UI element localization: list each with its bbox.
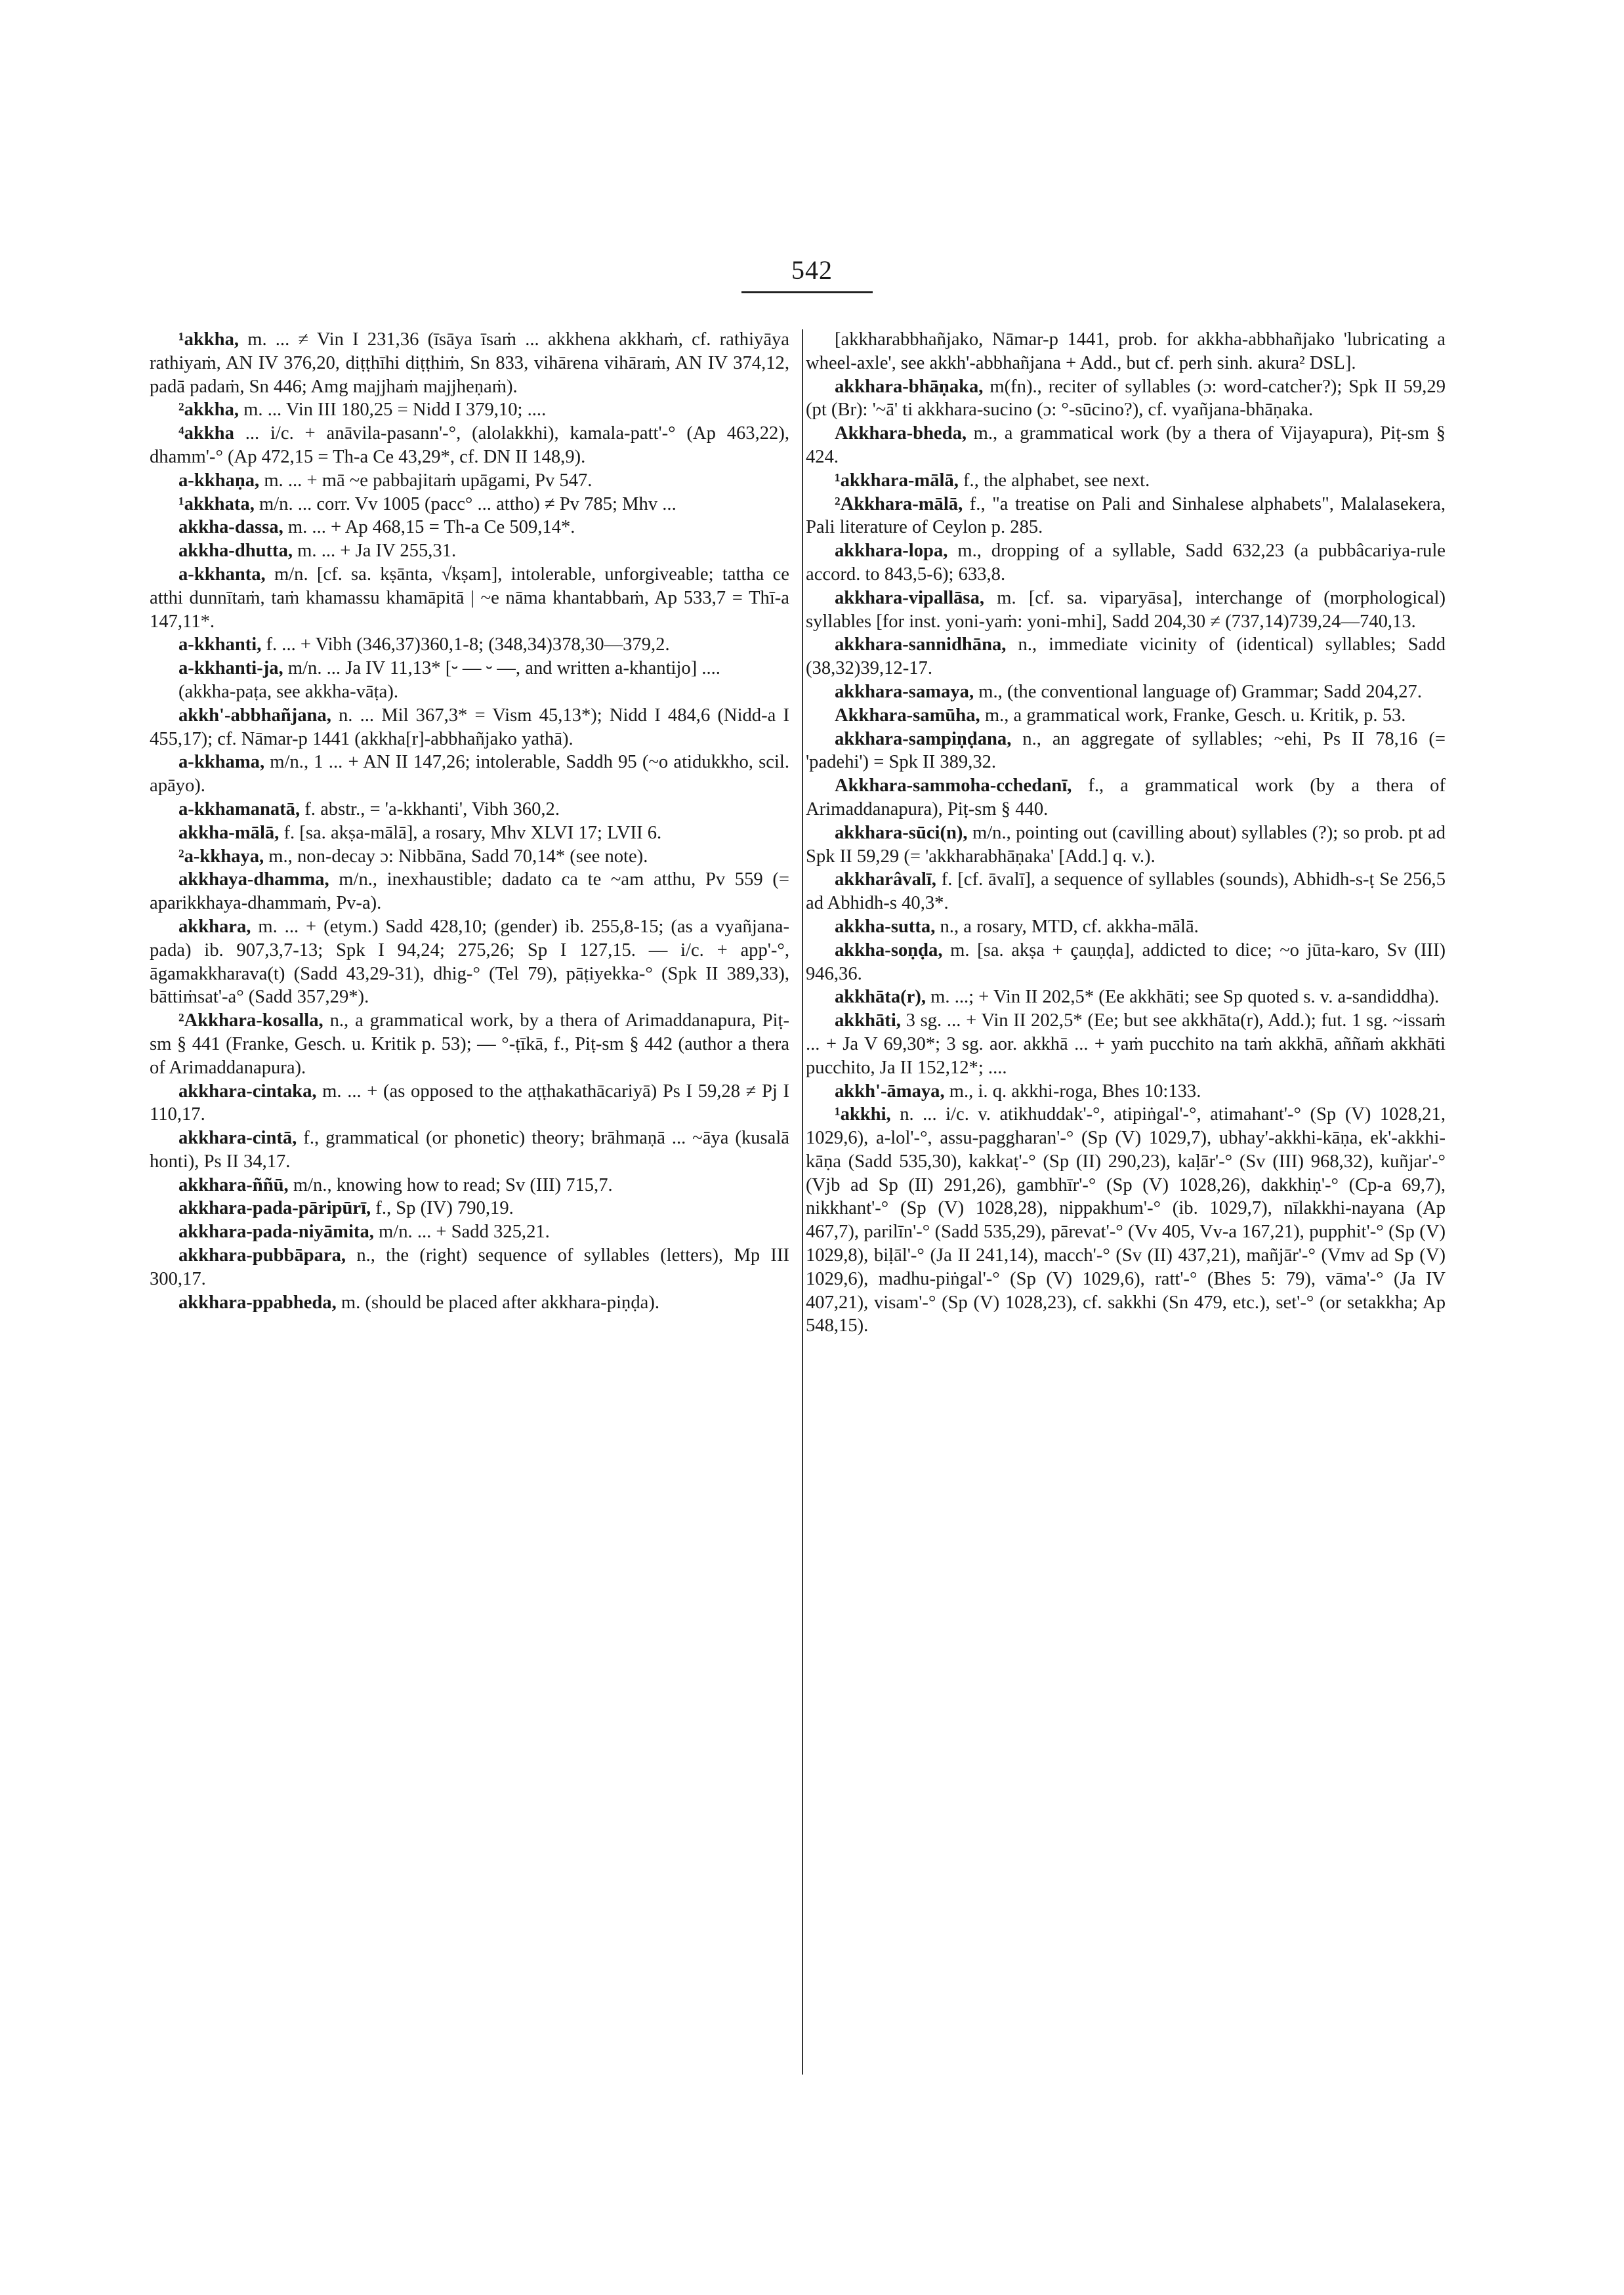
- entry-text: m. [cf. sa. viparyāsa], interchange of (morphological) syllables [for inst. yoni-yaṁ: yoni-mhi], Sadd 204,30 ≠ (737,14)739,24—740,13.: [806, 587, 1446, 632]
- entry-headword: a-kkhama,: [178, 752, 265, 773]
- entry-headword: akkh'-abbhañjana,: [178, 705, 331, 726]
- dictionary-entry: [150, 633, 789, 657]
- entry-text: n. ... i/c. v. atikhuddak'-°, atipiṅgal'-°, atimahant'-° (Sp (V) 1028,21, 1029,6), a-lol'-°, assu-paggharan'-° (Sp (V) 1029,7), ubhay'-akkhi-kāṇa, ek'-akkhi-kāṇa (Sadd 535,30), kakkaṭ'-° (Sp (II) 290,23), kaḷār'-° (Sv (III) 968,32), kuñjar'-° (Vjb ad Sp (II) 291,26), gambhīr'-° (Sp (V) 1028,26), dakkhiṇ'-° (Cp-a 69,7), nikkhant'-° (Sp (V) 1028,28), nippakhum'-° (ib. 1029,7), nīlakkhi-nayana (Ap 467,7), parilīn'-° (Sadd 535,29), pārevat'-° (Vv 405, Vv-a 167,21), pupphit'-° (Sp (V) 1029,8), biḷāl'-° (Ja II 241,14), macch'-° (Sv (II) 437,21), mañjār'-° (Vmv ad Sp (V) 1029,6), madhu-piṅgal'-° (Sp (V) 1029,6), ratt'-° (Bhes 5: 79), vāma'-° (Ja IV 407,21), visam'-° (Sp (V) 1028,23), cf. sakkhi (Sn 479, etc.), set'-° (or setakkha; Ap 548,15).: [806, 1104, 1446, 1336]
- entry-text: m., i. q. akkhi-roga, Bhes 10:133.: [944, 1081, 1201, 1102]
- dictionary-entry: [806, 422, 1446, 469]
- entry-text: f. abstr., = 'a-kkhanti', Vibh 360,2.: [300, 798, 560, 819]
- entry-headword: akkhara-pada-pāripūrī,: [178, 1198, 371, 1219]
- entry-text: f., Sp (IV) 790,19.: [371, 1198, 514, 1219]
- dictionary-entry: [150, 915, 789, 1009]
- dictionary-entry: [806, 774, 1446, 821]
- entry-text: m., a grammatical work (by a thera of Vijayapura), Piṭ-sm § 424.: [806, 423, 1446, 467]
- dictionary-entry: [806, 985, 1446, 1009]
- entry-headword: akkhara-cintaka,: [178, 1081, 317, 1102]
- entry-headword: ²Akkhara-mālā,: [835, 493, 963, 514]
- entry-headword: akkha-soṇḍa,: [835, 940, 943, 961]
- entry-headword: akkhara-samaya,: [835, 681, 974, 702]
- entry-headword: Akkhara-samūha,: [835, 705, 980, 726]
- dictionary-entry: [150, 868, 789, 915]
- entry-headword: ¹akkhara-mālā,: [835, 470, 959, 491]
- dictionary-entry: [806, 539, 1446, 587]
- dictionary-entry: [806, 868, 1446, 915]
- dictionary-entry: [150, 1009, 789, 1079]
- dictionary-entry: [806, 1080, 1446, 1104]
- left-column: [150, 328, 789, 1314]
- dictionary-entry: [806, 1103, 1446, 1338]
- entry-text: m/n. ... corr. Vv 1005 (pacc° ... attho) ≠ Pv 785; Mhv ...: [254, 493, 677, 514]
- entry-text: m/n. ... Ja IV 11,13* [⏑ — ⏑ —, and written a-khantijo] ....: [283, 658, 720, 679]
- dictionary-entry: [150, 1291, 789, 1315]
- entry-text: m. ... + Ja IV 255,31.: [293, 541, 457, 562]
- dictionary-entry: [150, 821, 789, 845]
- dictionary-entry: [150, 680, 789, 704]
- entry-text: m/n. ... + Sadd 325,21.: [373, 1222, 550, 1243]
- entry-headword: akkha-sutta,: [835, 916, 936, 937]
- entry-headword: ¹akkhi,: [835, 1104, 891, 1125]
- entry-text: f. [cf. āvalī], a sequence of syllables (sounds), Abhidh-s-ṭ Se 256,5 ad Abhidh-s 40,3*.: [806, 869, 1446, 914]
- entry-headword: a-kkhanti,: [178, 634, 262, 655]
- entry-headword: akkhara-ppabheda,: [178, 1292, 337, 1313]
- dictionary-entry: [806, 821, 1446, 869]
- dictionary-entry: [150, 516, 789, 539]
- entry-text: n., the (right) sequence of syllables (letters), Mp III 300,17.: [150, 1245, 789, 1289]
- entry-headword: ²akkha,: [178, 400, 239, 421]
- entry-headword: akkha-mālā,: [178, 822, 280, 843]
- dictionary-entry: [150, 328, 789, 398]
- dictionary-entry: [150, 1080, 789, 1127]
- dictionary-entry: [150, 422, 789, 469]
- dictionary-entry: [150, 1174, 789, 1197]
- entry-headword: akkh'-āmaya,: [835, 1081, 945, 1102]
- dictionary-entry: [150, 469, 789, 493]
- entry-text: n., immediate vicinity of (identical) syllables; Sadd (38,32)39,12-17.: [806, 634, 1446, 679]
- dictionary-entry: [806, 704, 1446, 728]
- entry-text: n. ... Mil 367,3* = Vism 45,13*); Nidd I 484,6 (Nidd-a I 455,17); cf. Nāmar-p 1441 (akkha[r]-abbhañjako yathā).: [150, 705, 789, 749]
- entry-text: n., a grammatical work, by a thera of Arimaddanapura, Piṭ-sm § 441 (Franke, Gesch. u. Kritik p. 53); — °-ṭīkā, f., Piṭ-sm § 442 (author a thera of Arimaddanapura).: [150, 1010, 789, 1078]
- dictionary-entry: [806, 1009, 1446, 1079]
- entry-text: m. ...; + Vin II 202,5* (Ee akkhāti; see Sp quoted s. v. a-sandiddha).: [926, 987, 1440, 1008]
- entry-text: 3 sg. ... + Vin II 202,5* (Ee; but see akkhāta(r), Add.); fut. 1 sg. ~issaṁ ... + Ja V 69,30*; 3 sg. aor. akkhā ... + yaṁ pucchito na taṁ akkhā, aññaṁ akkhāti pucchito, Ja II 152,12*; ....: [806, 1010, 1446, 1078]
- entry-headword: akkhara-cintā,: [178, 1128, 297, 1149]
- entry-text: m/n. [cf. sa. kṣānta, √kṣam], intolerable, unforgiveable; tattha ce atthi dunnītaṁ, taṁ khamassu khamāpitā | ~e nāma khantabbaṁ, Ap 533,7 = Thī-a 147,11*.: [150, 564, 789, 632]
- dictionary-entry: [806, 493, 1446, 540]
- entry-text: m. ... + (as opposed to the aṭṭhakathācariyā) Ps I 59,28 ≠ Pj I 110,17.: [150, 1081, 789, 1125]
- dictionary-entry: [806, 939, 1446, 986]
- dictionary-entry: [150, 704, 789, 751]
- dictionary-entry: [150, 845, 789, 869]
- dictionary-entry: [150, 539, 789, 563]
- dictionary-entry: [150, 798, 789, 821]
- dictionary-entry: [806, 587, 1446, 634]
- entry-headword: a-kkhanta,: [178, 564, 266, 585]
- entry-headword: akkhara-pubbāpara,: [178, 1245, 346, 1266]
- dictionary-entry: [806, 728, 1446, 775]
- entry-headword: ¹akkhata,: [178, 493, 255, 514]
- entry-headword: ²Akkhara-kosalla,: [178, 1010, 323, 1031]
- entry-headword: akkhara-sannidhāna,: [835, 634, 1007, 655]
- entry-headword: akkhāti,: [835, 1010, 901, 1031]
- entry-text: m., non-decay ɔ: Nibbāna, Sadd 70,14* (see note).: [264, 846, 648, 867]
- entry-headword: akkhara,: [178, 916, 251, 937]
- entry-headword: akkhara-vipallāsa,: [835, 587, 985, 608]
- entry-headword: ²a-kkhaya,: [178, 846, 264, 867]
- dictionary-entry: [150, 493, 789, 516]
- right-column: [806, 328, 1446, 1338]
- entry-text: (akkha-paṭa, see akkha-vāṭa).: [178, 681, 398, 702]
- dictionary-entry: [150, 1220, 789, 1244]
- entry-headword: akkha-dhutta,: [178, 541, 293, 562]
- entry-headword: Akkhara-sammoha-cchedanī,: [835, 775, 1072, 796]
- entry-text: f. ... + Vibh (346,37)360,1-8; (348,34)378,30—379,2.: [261, 634, 670, 655]
- entry-headword: akkhara-lopa,: [835, 541, 948, 562]
- entry-text: m(fn)., reciter of syllables (ɔ: word-catcher?); Spk II 59,29 (pt (Br): '~ā' ti akkhara-sucino (ɔ: °-sūcino?), cf. vyañjana-bhāṇaka.: [806, 376, 1446, 421]
- entry-text: f., a grammatical work (by a thera of Arimaddanapura), Piṭ-sm § 440.: [806, 775, 1446, 819]
- dictionary-entry: [150, 398, 789, 422]
- entry-text: m/n., pointing out (cavilling about) syllables (?); so prob. pt ad Spk II 59,29 (= 'akkharabhāṇaka' [Add.] q. v.).: [806, 822, 1446, 867]
- entry-text: [akkharabbhañjako, Nāmar-p 1441, prob. for akkha-abbhañjako 'lubricating a wheel-axle', see akkh'-abbhañjana + Add., but cf. perh sinh. akura² DSL].: [806, 329, 1446, 373]
- dictionary-entry: [806, 633, 1446, 680]
- entry-text: m/n., 1 ... + AN II 147,26; intolerable, Saddh 95 (~o atidukkho, scil. apāyo).: [150, 752, 789, 796]
- entry-headword: Akkhara-bheda,: [835, 423, 967, 444]
- dictionary-entry: [150, 657, 789, 680]
- entry-headword: akkha-dassa,: [178, 517, 283, 538]
- entry-text: n., a rosary, MTD, cf. akkha-mālā.: [935, 916, 1199, 937]
- entry-text: m. (should be placed after akkhara-piṇḍa).: [336, 1292, 660, 1313]
- dictionary-entry: [806, 375, 1446, 423]
- entry-text: m. ... + (etym.) Sadd 428,10; (gender) ib. 255,8-15; (as a vyañjana-pada) ib. 907,3,7-13; Spk I 94,24; 275,26; Sp I 127,15. — i/c. + app'-°, āgamakkharava(t) (Sadd 43,29-31), dhig-° (Tel 79), pāṭiyekka-° (Spk II 389,33), bāttiṁsat'-a° (Sadd 357,29*).: [150, 916, 789, 1008]
- entry-text: m. ... ≠ Vin I 231,36 (īsāya īsaṁ ... akkhena akkhaṁ, cf. rathiyāya rathiyaṁ, AN IV 376,20, diṭṭhīhi diṭṭhiṁ, Sn 833, vihārena vihāraṁ, AN IV 374,12, padā padaṁ, Sn 446; Amg majjhaṁ majjheṇaṁ).: [150, 329, 789, 397]
- entry-headword: ⁴akkha: [178, 423, 234, 444]
- entry-headword: a-kkhamanatā,: [178, 798, 301, 819]
- dictionary-entry: [150, 1244, 789, 1291]
- entry-text: f., "a treatise on Pali and Sinhalese alphabets", Malalasekera, Pali literature of Ceylon p. 285.: [806, 493, 1446, 538]
- entry-text: m/n., inexhaustible; dadato ca te ~am atthu, Pv 559 (= aparikkhaya-dhammaṁ, Pv-a).: [150, 869, 789, 914]
- dictionary-entry: [806, 328, 1446, 375]
- entry-headword: akkhāta(r),: [835, 987, 927, 1008]
- entry-text: f. [sa. akṣa-mālā], a rosary, Mhv XLVI 17; LVII 6.: [279, 822, 662, 843]
- entry-headword: akkhara-pada-niyāmita,: [178, 1222, 374, 1243]
- entry-text: ... i/c. + anāvila-pasann'-°, (alolakkhi), kamala-patt'-° (Ap 463,22), dhamm'-° (Ap 472,15 = Th-a Ce 43,29*, cf. DN II 148,9).: [150, 423, 789, 467]
- dictionary-entry: [150, 1197, 789, 1220]
- column-divider: [802, 329, 803, 2075]
- entry-headword: akkharâvalī,: [835, 869, 936, 890]
- entry-text: m. [sa. akṣa + çauṇḍa], addicted to dice; ~o jūta-karo, Sv (III) 946,36.: [806, 940, 1446, 984]
- entry-headword: akkhara-bhāṇaka,: [835, 376, 984, 397]
- entry-text: m., dropping of a syllable, Sadd 632,23 (a pubbâcariya-rule accord. to 843,5-6); 633,8.: [806, 541, 1446, 585]
- dictionary-entry: [806, 915, 1446, 939]
- entry-headword: akkhaya-dhamma,: [178, 869, 329, 890]
- entry-headword: akkhara-sampiṇḍana,: [835, 728, 1012, 749]
- entry-headword: ¹akkha,: [178, 329, 239, 350]
- entry-headword: a-kkhanti-ja,: [178, 658, 283, 679]
- dictionary-entry: [150, 1127, 789, 1174]
- entry-headword: akkhara-sūci(n),: [835, 822, 968, 843]
- entry-text: f., grammatical (or phonetic) theory; brāhmaṇā ... ~āya (kusalā honti), Ps II 34,17.: [150, 1128, 789, 1172]
- entry-text: m., (the conventional language of) Grammar; Sadd 204,27.: [974, 681, 1422, 702]
- entry-headword: akkhara-ññū,: [178, 1174, 289, 1195]
- dictionary-entry: [806, 469, 1446, 493]
- entry-text: m. ... + mā ~e pabbajitaṁ upāgami, Pv 547.: [259, 470, 593, 491]
- page-number: 542: [791, 255, 833, 285]
- entry-text: m. ... + Ap 468,15 = Th-a Ce 509,14*.: [283, 517, 575, 538]
- entry-text: f., the alphabet, see next.: [958, 470, 1150, 491]
- entry-text: m., a grammatical work, Franke, Gesch. u. Kritik, p. 53.: [980, 705, 1406, 726]
- dictionary-entry: [150, 563, 789, 633]
- entry-headword: a-kkhaṇa,: [178, 470, 260, 491]
- dictionary-entry: [150, 751, 789, 798]
- dictionary-entry: [806, 680, 1446, 704]
- page-number-rule: [741, 291, 873, 293]
- entry-text: m/n., knowing how to read; Sv (III) 715,7.: [288, 1174, 613, 1195]
- entry-text: n., an aggregate of syllables; ~ehi, Ps II 78,16 (= 'padehi') = Spk II 389,32.: [806, 728, 1446, 773]
- entry-text: m. ... Vin III 180,25 = Nidd I 379,10; ....: [239, 400, 547, 421]
